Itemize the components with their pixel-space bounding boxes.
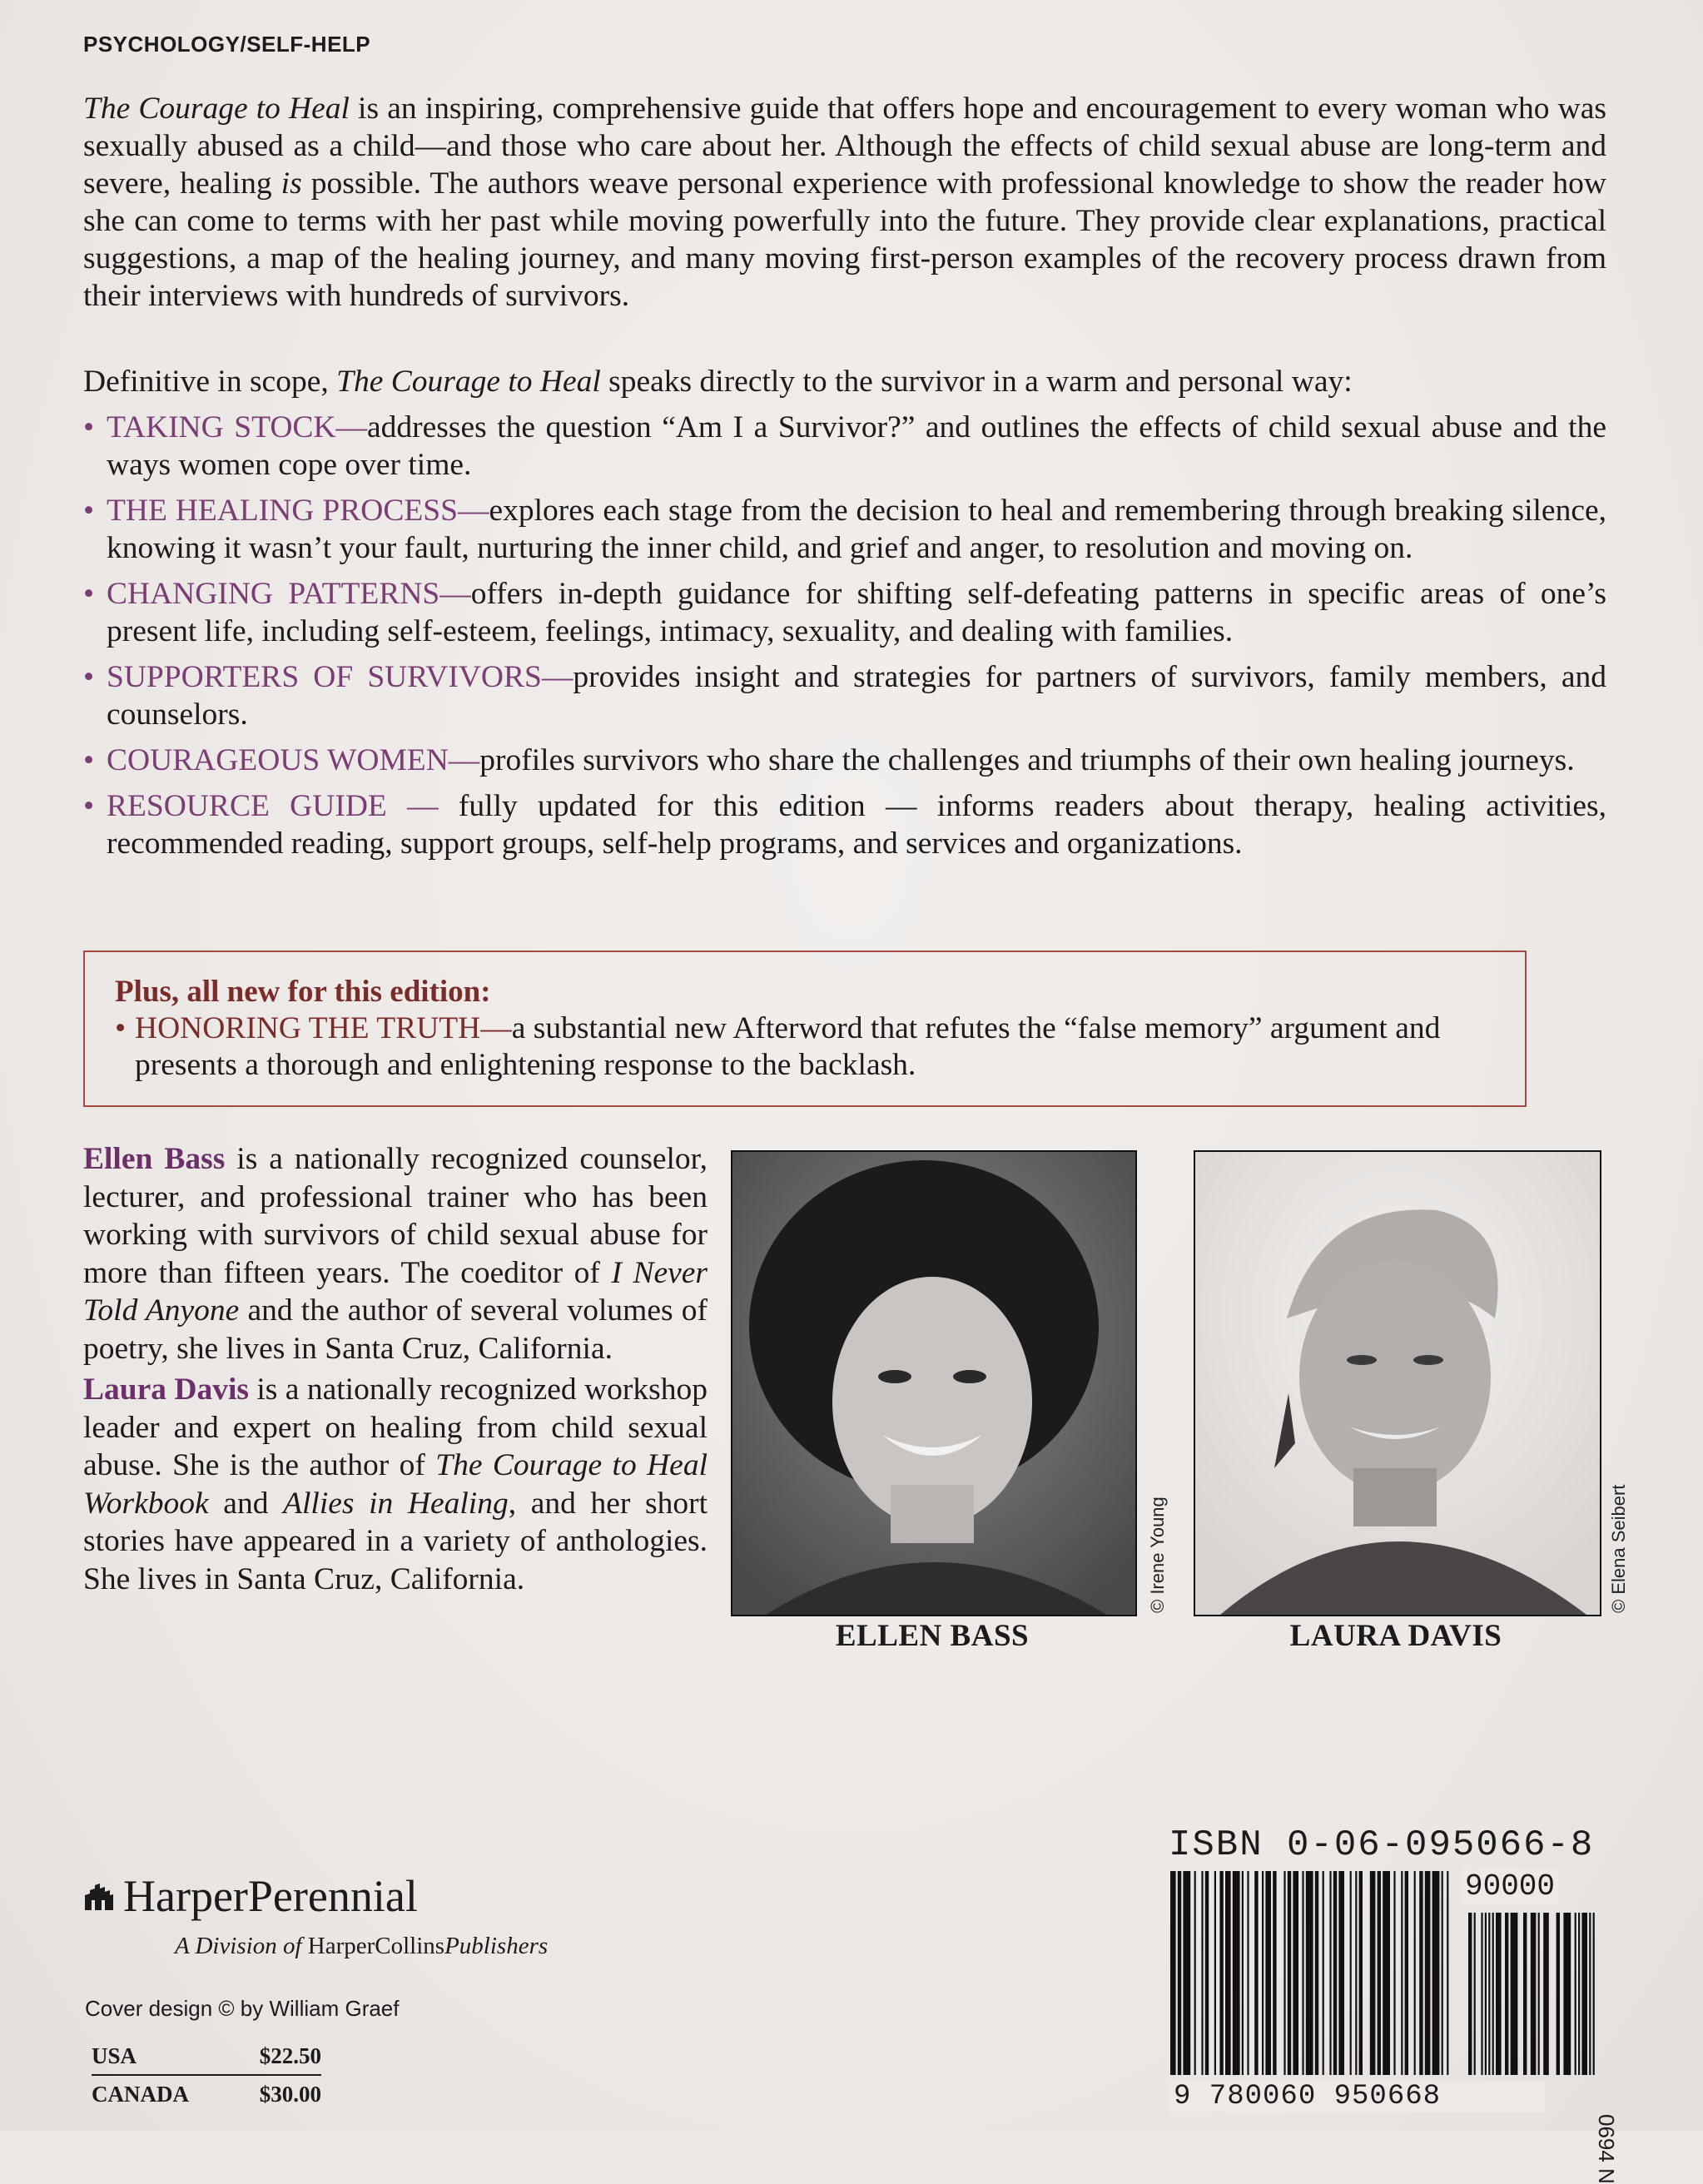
barcode-bar xyxy=(1333,1871,1337,2075)
scope-lead xyxy=(83,363,1606,400)
section-description: addresses the question “Am I a Survivor?” and outlines the effects of child sexual abuse and the ways women cope over time. xyxy=(107,410,1606,482)
bullet-icon: • xyxy=(83,494,95,528)
section-name: SUPPORTERS OF SURVIVORS— xyxy=(107,660,573,694)
barcode-bar xyxy=(1355,1871,1357,2075)
barcode-bar xyxy=(1378,1871,1381,2075)
barcode-bar xyxy=(1293,1871,1298,2075)
barcode-addon-bar xyxy=(1557,1913,1560,2075)
price-region: CANADA xyxy=(92,2081,189,2107)
barcode-bar xyxy=(1306,1871,1313,2075)
intro-text-1: is an inspiring, comprehensive guide that offers hope and encouragement to every woman who was sexually abused as a child—and those who care about her. Although the effects of child sexual abuse are long-term and severe, healing xyxy=(83,92,1606,201)
barcode-bar xyxy=(1214,1871,1216,2075)
division-prefix: A Division of xyxy=(175,1933,308,1959)
barcode-addon-bar xyxy=(1538,1913,1540,2075)
barcode-addon-bar xyxy=(1511,1913,1518,2075)
barcode-bar xyxy=(1273,1871,1276,2075)
barcode-bar xyxy=(1370,1871,1376,2075)
publisher-block xyxy=(83,1871,549,1959)
barcode-bar xyxy=(1302,1871,1303,2075)
barcode-addon-bar xyxy=(1523,1913,1527,2075)
photo-credit: © Elena Seibert xyxy=(1608,1484,1629,1613)
list-item xyxy=(83,409,1606,484)
barcode-bar xyxy=(1405,1871,1408,2075)
side-code: 0694 N xyxy=(1594,2114,1619,2184)
section-name: RESOURCE GUIDE — xyxy=(107,789,459,823)
barcode-bar xyxy=(1194,1871,1196,2075)
barcode-addon-bar xyxy=(1485,1913,1487,2075)
new-edition-heading: Plus, all new for this edition: xyxy=(115,975,491,1009)
book-title: The Courage to Heal xyxy=(83,92,350,126)
list-item xyxy=(83,787,1606,862)
barcode-addon-bar xyxy=(1488,1913,1490,2075)
barcode-bar xyxy=(1170,1871,1176,2075)
list-item xyxy=(83,658,1606,733)
list-item xyxy=(83,742,1606,779)
barcode-addon-bar xyxy=(1505,1913,1508,2075)
price-row xyxy=(92,2038,321,2076)
author-name: Laura Davis xyxy=(83,1372,249,1407)
barcode-bar xyxy=(1383,1871,1390,2075)
photo-caption: ELLEN BASS xyxy=(835,1619,1030,1653)
barcode-addon-bar xyxy=(1474,1913,1476,2075)
bullet-icon: • xyxy=(83,789,95,823)
scope-lead-suffix: speaks directly to the survivor in a warm and personal way: xyxy=(600,365,1353,399)
barcode-bar xyxy=(1233,1871,1240,2075)
section-list xyxy=(83,409,1606,862)
barcode-bar xyxy=(1265,1871,1271,2075)
barcode-addon-bar xyxy=(1563,1913,1571,2075)
publisher-name-text: HarperPerennial xyxy=(123,1871,418,1921)
barcode-addon-bar xyxy=(1543,1913,1549,2075)
barcode-bar xyxy=(1329,1871,1331,2075)
barcode-bar xyxy=(1225,1871,1231,2075)
barcode-bar xyxy=(1350,1871,1352,2075)
barcode-bar xyxy=(1315,1871,1318,2075)
barcode-bar xyxy=(1419,1871,1422,2075)
bio-ellen-bass xyxy=(83,1140,708,1367)
bullet-icon: • xyxy=(83,743,95,777)
barcode-bar xyxy=(1247,1871,1249,2075)
barcode-bar xyxy=(1414,1871,1416,2075)
list-item xyxy=(83,492,1606,567)
scope-lead-title: The Courage to Heal xyxy=(336,365,601,399)
bio-laura-davis xyxy=(83,1371,708,1598)
division-suffix: Publishers xyxy=(444,1933,549,1959)
barcode-bar xyxy=(1178,1871,1181,2075)
barcode-bar xyxy=(1323,1871,1324,2075)
barcode-bar xyxy=(1338,1871,1344,2075)
book-title: The Courage to Heal Workbook xyxy=(83,1448,708,1521)
barcode-bar xyxy=(1442,1871,1443,2075)
new-section-description: a substantial new Afterword that refutes the “false memory” argument and presents a thorough and enlightening response to the backlash. xyxy=(135,1011,1441,1082)
section-description: provides insight and strategies for partners of survivors, family members, and counselors. xyxy=(107,660,1606,732)
intro-paragraph xyxy=(83,90,1606,315)
division-name: HarperCollins xyxy=(307,1933,445,1959)
intro-emphasis: is xyxy=(281,166,302,201)
barcode-bar xyxy=(1283,1871,1285,2075)
price-amount: $30.00 xyxy=(259,2081,321,2107)
price-row xyxy=(92,2076,321,2112)
section-name: THE HEALING PROCESS— xyxy=(107,494,489,528)
photo-credit: © Irene Young xyxy=(1147,1497,1168,1613)
list-item xyxy=(83,575,1606,650)
barcode-addon-bar xyxy=(1481,1913,1482,2075)
bio-text: is a nationally recognized workshop leader and expert on healing from child sexual abuse. She is the author of xyxy=(83,1372,708,1482)
bio-text: and the author of several volumes of poetry, she lives in Santa Cruz, California. xyxy=(83,1293,708,1366)
barcode-addon-bar xyxy=(1496,1913,1502,2075)
bio-text: and xyxy=(208,1486,284,1521)
section-description: offers in-depth guidance for shifting self-defeating patterns in specific areas of one’s present life, including self-esteem, feelings, intimacy, sexuality, and dealing with families. xyxy=(107,577,1606,648)
publisher-name xyxy=(83,1871,418,1921)
author-photo-laura-davis xyxy=(1194,1150,1601,1616)
barcode-bar xyxy=(1183,1871,1190,2075)
barcode-bar xyxy=(1262,1871,1264,2075)
section-description: fully updated for this edition — informs readers about therapy, healing activities, recommended reading, support groups, self-help programs, and services and organizations. xyxy=(107,789,1606,861)
book-title: I Never Told Anyone xyxy=(83,1255,708,1328)
scope-section xyxy=(83,363,1606,862)
section-description: profiles survivors who share the challenges and triumphs of their own healing journeys. xyxy=(479,743,1575,777)
section-name: TAKING STOCK— xyxy=(107,410,368,444)
scope-lead-prefix: Definitive in scope, xyxy=(83,365,337,399)
barcode-addon-number: 90000 xyxy=(1462,1869,1558,1904)
section-name: CHANGING PATTERNS— xyxy=(107,577,471,611)
barcode-bar xyxy=(1254,1871,1258,2075)
barcode-ean-number: 9 780060 950668 xyxy=(1169,2081,1545,2112)
author-photo-ellen-bass xyxy=(731,1150,1137,1616)
portrait-image xyxy=(1195,1152,1600,1615)
bullet-icon: • xyxy=(83,410,95,444)
barcode-bar xyxy=(1242,1871,1244,2075)
bullet-icon: • xyxy=(115,1011,127,1045)
barcode-addon-bar xyxy=(1492,1913,1494,2075)
book-title: Allies in Healing xyxy=(283,1486,509,1521)
barcode-bar xyxy=(1393,1871,1395,2075)
intro-text-2: possible. The authors weave personal experience with professional knowledge to show the reader how she can come to terms with her past while moving powerfully into the future. They provide clear explanations, practical suggestions, a map of the healing journey, and many moving first-person examples of the recovery process drawn from their interviews with hundreds of survivors. xyxy=(83,166,1606,313)
portrait-image xyxy=(732,1152,1135,1615)
barcode-bar xyxy=(1425,1871,1431,2075)
barcode-bar xyxy=(1219,1871,1223,2075)
price-amount: $22.50 xyxy=(259,2043,321,2068)
barcode-addon-bar xyxy=(1593,1913,1595,2075)
new-section-name: HONORING THE TRUTH— xyxy=(135,1011,512,1045)
bio-text: is a nationally recognized counselor, lecturer, and professional trainer who has been working with survivors of child sexual abuse for more than fifteen years. The coeditor of xyxy=(83,1142,708,1290)
barcode-bar xyxy=(1432,1871,1440,2075)
barcode-addon-bar xyxy=(1581,1913,1587,2075)
barcode-bar xyxy=(1288,1871,1291,2075)
barcode-addon-bar xyxy=(1578,1913,1580,2075)
barcode-addon-bar xyxy=(1589,1913,1591,2075)
new-edition-item xyxy=(115,1010,1525,1084)
barcode-addon-bar xyxy=(1531,1913,1537,2075)
cover-design-credit: Cover design © by William Graef xyxy=(85,1996,400,2021)
barcode-bar xyxy=(1359,1871,1363,2075)
new-edition-box xyxy=(83,951,1527,1107)
publisher-logo-icon xyxy=(83,1882,115,1910)
bullet-icon: • xyxy=(83,577,95,611)
bullet-icon: • xyxy=(83,660,95,694)
barcode-bar xyxy=(1205,1871,1209,2075)
barcode-addon-bar xyxy=(1468,1913,1472,2075)
price-table xyxy=(92,2038,321,2112)
author-name: Ellen Bass xyxy=(83,1142,226,1176)
price-region: USA xyxy=(92,2043,137,2068)
barcode-addon-bar xyxy=(1575,1913,1576,2075)
author-bios xyxy=(83,1140,708,1598)
section-description: explores each stage from the decision to heal and remembering through breaking silence, knowing it wasn’t your fault, nurturing the inner child, and grief and anger, to resolution and moving on. xyxy=(107,494,1606,565)
isbn-label: ISBN 0-06-095066-8 xyxy=(1169,1824,1595,1866)
section-name: COURAGEOUS WOMEN— xyxy=(107,743,480,777)
photo-caption: LAURA DAVIS xyxy=(1289,1619,1502,1653)
category-label: PSYCHOLOGY/SELF-HELP xyxy=(83,32,371,57)
bio-text: , and her short stories have appeared in a variety of anthologies. She lives in Santa Cruz, California. xyxy=(83,1486,708,1596)
barcode-bar xyxy=(1201,1871,1203,2075)
publisher-division xyxy=(175,1933,548,1960)
barcode-bar xyxy=(1447,1871,1448,2075)
barcode-bar xyxy=(1401,1871,1403,2075)
